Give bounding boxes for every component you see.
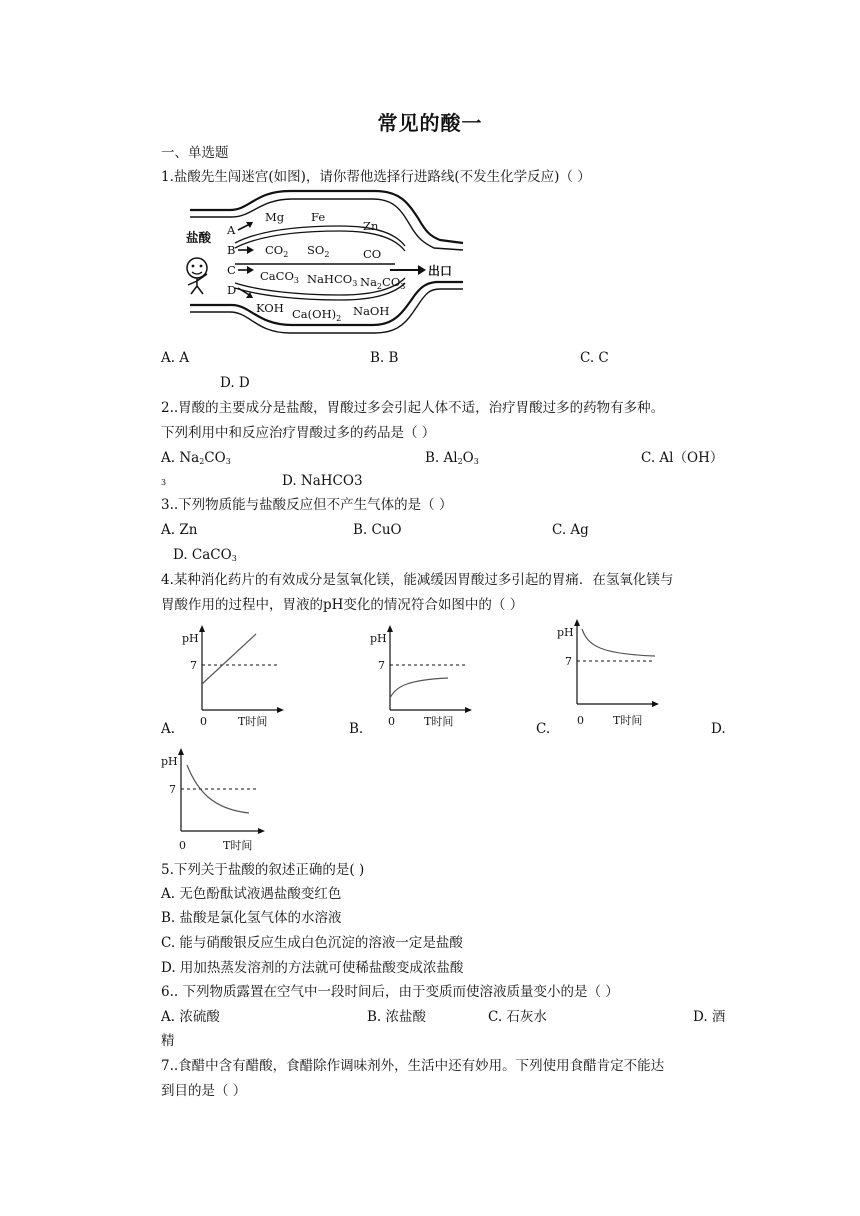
maze-naoh: NaOH <box>353 304 390 318</box>
q6-option-d-wrap: 精 <box>161 1033 175 1049</box>
q4-option-b-label: B. <box>349 721 364 737</box>
route-label-b: B <box>227 243 236 257</box>
q5-option-a: A. 无色酚酞试液遇盐酸变红色 <box>161 886 342 902</box>
q1-option-c: C. C <box>580 350 609 366</box>
q3-option-b: B. CuO <box>353 522 402 538</box>
q3-option-a: A. Zn <box>161 522 198 538</box>
q6-option-a: A. 浓硫酸 <box>161 1009 220 1025</box>
route-label-a: A <box>227 223 236 237</box>
q4-stem-line1: 4.某种消化药片的有效成分是氢氧化镁，能减缓因胃酸过多引起的胃痛．在氢氧化镁与 <box>161 572 674 588</box>
q1-option-a: A. A <box>161 350 190 366</box>
svg-text:T时间: T时间 <box>238 715 268 728</box>
svg-text:pH: pH <box>161 755 178 768</box>
maze-caco3: CaCO$_3$ <box>260 269 299 285</box>
page-title: 常见的酸一 <box>377 111 483 135</box>
maze-co: CO <box>363 247 382 261</box>
maze-mg: Mg <box>265 210 285 224</box>
svg-text:pH: pH <box>557 626 574 639</box>
q3-stem: 3..下列物质能与盐酸反应但不产生气体的是（ ） <box>161 497 453 513</box>
svg-text:0: 0 <box>577 714 584 727</box>
ph-graph-c <box>553 616 663 728</box>
q6-option-d: D. 酒 <box>693 1009 726 1025</box>
q2-option-c-sub: 3 <box>161 478 167 487</box>
svg-text:T时间: T时间 <box>424 715 454 728</box>
route-label-d: D <box>227 283 237 297</box>
q2-stem-line2: 下列利用中和反应治疗胃酸过多的药品是（ ） <box>161 425 436 441</box>
maze-so2: $SO_2$ <box>307 243 330 259</box>
maze-fe: Fe <box>311 210 326 224</box>
svg-text:0: 0 <box>388 715 395 728</box>
q2-option-d: D. NaHCO3 <box>282 473 363 489</box>
svg-text:7: 7 <box>565 655 572 668</box>
q6-option-c: C. 石灰水 <box>488 1009 547 1025</box>
maze-caoh2: $Ca(OH)_2$ <box>292 307 342 323</box>
svg-text:7: 7 <box>378 659 385 672</box>
maze-na2co3: $Na_2CO_3$ <box>360 275 406 291</box>
q5-option-c: C. 能与硝酸银反应生成白色沉淀的溶液一定是盐酸 <box>161 935 463 951</box>
q6-stem: 6.. 下列物质露置在空气中一段时间后，由于变质而使溶液质量变小的是（ ） <box>161 984 619 1000</box>
q4-option-a-label: A. <box>161 721 176 737</box>
maze-exit-label: 出口 <box>428 264 453 278</box>
maze-zn: Zn <box>363 219 379 233</box>
q4-option-d-label: D. <box>711 721 726 737</box>
q1-option-b: B. B <box>370 350 399 366</box>
maze-koh: KOH <box>256 301 284 315</box>
q6-option-b: B. 浓盐酸 <box>367 1009 427 1025</box>
q1-option-d: D. D <box>220 375 250 391</box>
svg-text:0: 0 <box>179 839 186 852</box>
svg-text:7: 7 <box>169 783 176 796</box>
q7-stem-line1: 7..食醋中含有醋酸，食醋除作调味剂外，生活中还有妙用。下列使用食醋肯定不能达 <box>161 1058 665 1074</box>
hcl-label: 盐酸 <box>186 230 212 245</box>
q4-stem-line2: 胃酸作用的过程中，胃液的pH变化的情况符合如图中的（ ） <box>161 597 524 613</box>
q2-option-c: C. Al（OH） <box>641 450 724 466</box>
q7-stem-line2: 到目的是（ ） <box>161 1083 247 1099</box>
route-label-c: C <box>227 263 236 277</box>
ph-graph-b <box>366 622 476 734</box>
ph-graph-a <box>178 622 288 734</box>
q1-stem: 1.盐酸先生闯迷宫(如图)，请你帮他选择行进路线(不发生化学反应)（ ） <box>161 169 591 185</box>
svg-text:pH: pH <box>182 632 199 645</box>
svg-text:T时间: T时间 <box>223 839 253 852</box>
q2-option-a: A. $Na_2CO_3$ <box>161 450 231 466</box>
maze-figure <box>180 188 470 338</box>
svg-text:T时间: T时间 <box>613 714 643 727</box>
hcl-character-icon <box>187 258 207 294</box>
q4-option-c-label: C. <box>536 721 551 737</box>
q5-stem: 5.下列关于盐酸的叙述正确的是( ) <box>161 862 365 878</box>
maze-nahco3: NaHCO$_3$ <box>307 272 358 288</box>
ph-graph-d <box>157 745 267 857</box>
q2-option-b: B. $Al_2O_3$ <box>425 450 479 466</box>
q5-option-b: B. 盐酸是氯化氢气体的水溶液 <box>161 910 342 926</box>
section-heading: 一、单选题 <box>161 145 229 161</box>
q3-option-c: C. Ag <box>552 522 589 538</box>
svg-text:0: 0 <box>200 715 207 728</box>
q2-stem-line1: 2..胃酸的主要成分是盐酸，胃酸过多会引起人体不适，治疗胃酸过多的药物有多种。 <box>161 400 665 416</box>
svg-text:pH: pH <box>370 632 387 645</box>
maze-co2: $CO_2$ <box>265 243 289 259</box>
q3-option-d: D. CaCO$_3$ <box>173 547 237 563</box>
svg-text:7: 7 <box>190 659 197 672</box>
q5-option-d: D. 用加热蒸发溶剂的方法就可使稀盐酸变成浓盐酸 <box>161 960 464 976</box>
